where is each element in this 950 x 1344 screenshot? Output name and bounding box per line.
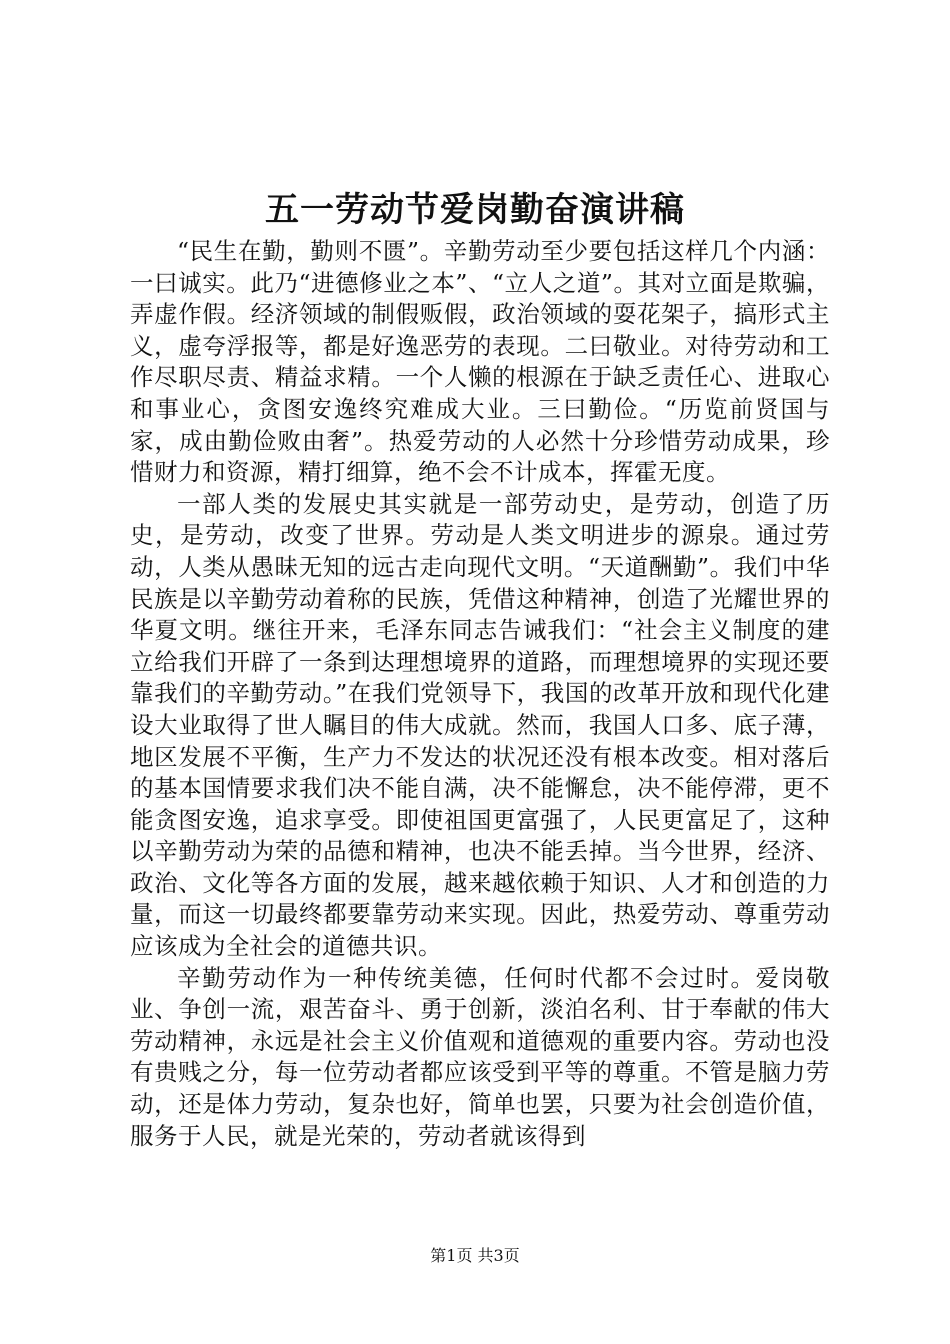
paragraph-3: 辛勤劳动作为一种传统美德，任何时代都不会过时。爱岗敬业、争创一流，艰苦奋斗、勇于创新，淡泊名利、甘于奉献的伟大劳动精神，永远是社会主义价值观和道德观的重要内容。劳动也没有贵贱之分，每一位劳动者都应该受到平等的尊重。不管是脑力劳动，还是体力劳动，复杂也好，简单也罢，只要为社会创造价值，服务于人民，就是光荣的，劳动者就该得到: [130, 963, 830, 1150]
paragraph-1: “民生在勤，勤则不匮”。辛勤劳动至少要包括这样几个内涵：一曰诚实。此乃“进德修业之本”、“立人之道”。其对立面是欺骗，弄虚作假。经济领域的制假贩假，政治领域的耍花架子，搞形式主义，虚夸浮报等，都是好逸恶劳的表现。二曰敬业。对待劳动和工作尽职尽责、精益求精。一个人懒的根源在于缺乏责任心、进取心和事业心，贪图安逸终究难成大业。三曰勤俭。“历览前贤国与家，成由勤俭败由奢”。热爱劳动的人必然十分珍惜劳动成果，珍惜财力和资源，精打细算，绝不会不计成本，挥霍无度。: [130, 237, 830, 487]
page-footer: 第1页 共3页: [430, 1246, 520, 1265]
document-body: [130, 236, 830, 1152]
paragraph-2: 一部人类的发展史其实就是一部劳动史，是劳动，创造了历史，是劳动，改变了世界。劳动是人类文明进步的源泉。通过劳动，人类从愚昧无知的远古走向现代文明。“天道酬勤”。我们中华民族是以辛勤劳动着称的民族，凭借这种精神，创造了光耀世界的华夏文明。继往开来，毛泽东同志告诫我们：“社会主义制度的建立给我们开辟了一条到达理想境界的道路，而理想境界的实现还要靠我们的辛勤劳动。”在我们党领导下，我国的改革开放和现代化建设大业取得了世人瞩目的伟大成就。然而，我国人口多、底子薄，地区发展不平衡，生产力不发达的状况还没有根本改变。相对落后的基本国情要求我们决不能自满，决不能懈怠，决不能停滞，更不能贪图安逸，追求享受。即使祖国更富强了，人民更富足了，这种以辛勤劳动为荣的品德和精神，也决不能丢掉。当今世界，经济、政治、文化等各方面的发展，越来越依赖于知识、人才和创造的力量，而这一切最终都要靠劳动来实现。因此，热爱劳动、尊重劳动应该成为全社会的道德共识。: [130, 489, 830, 961]
document-title: 五一劳动节爱岗勤奋演讲稿: [265, 190, 685, 230]
